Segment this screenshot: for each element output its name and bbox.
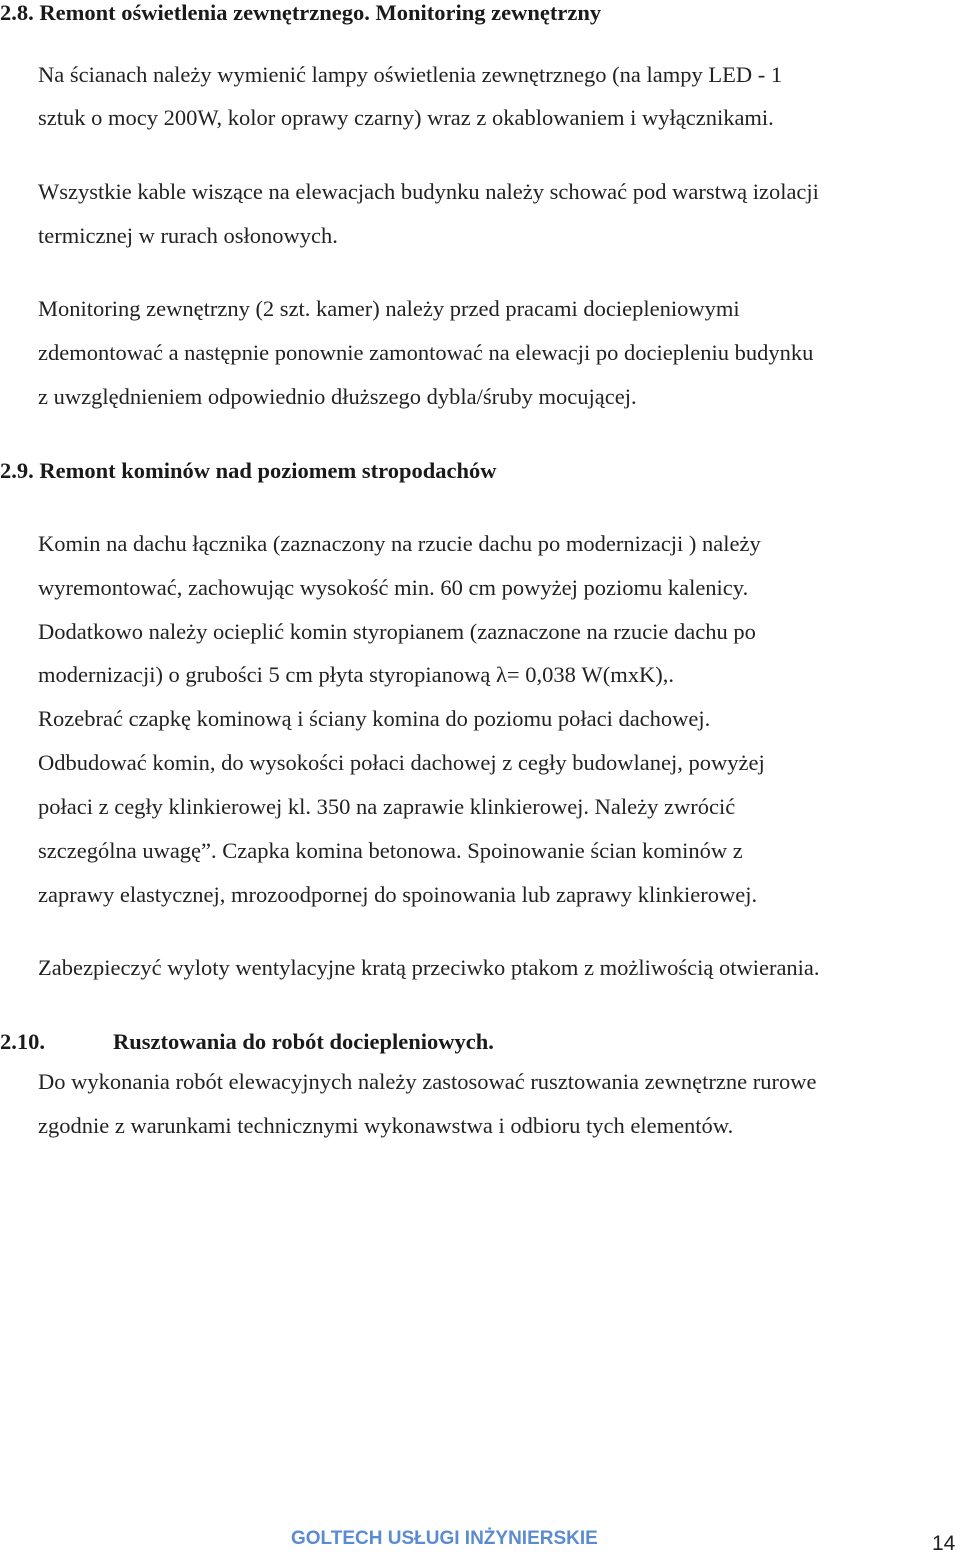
paragraph-line: termicznej w rurach osłonowych. — [38, 223, 338, 248]
paragraph-line: sztuk o mocy 200W, kolor oprawy czarny) wraz z okablowaniem i wyłącznikami. — [38, 105, 774, 130]
section-title-2-10: Rusztowania do robót dociepleniowych. — [113, 1029, 494, 1054]
paragraph-line: Do wykonania robót elewacyjnych należy zastosować rusztowania zewnętrzne rurowe — [38, 1069, 817, 1094]
paragraph-line: Zabezpieczyć wyloty wentylacyjne kratą przeciwko ptakom z możliwością otwierania. — [38, 955, 820, 980]
paragraph-line: zgodnie z warunkami technicznymi wykonawstwa i odbioru tych elementów. — [38, 1113, 734, 1138]
paragraph-line: modernizacji) o grubości 5 cm płyta styropianową λ= 0,038 W(mxK),. — [38, 662, 674, 687]
paragraph-line: z uwzględnieniem odpowiednio dłuższego dybla/śruby mocującej. — [38, 384, 637, 409]
paragraph-line: Komin na dachu łącznika (zaznaczony na rzucie dachu po modernizacji ) należy — [38, 531, 761, 556]
paragraph-line: Na ścianach należy wymienić lampy oświetlenia zewnętrznego (na lampy LED - 1 — [38, 62, 783, 87]
paragraph-line: Wszystkie kable wiszące na elewacjach budynku należy schować pod warstwą izolacji — [38, 179, 819, 204]
paragraph-line: zaprawy elastycznej, mrozoodpornej do spoinowania lub zaprawy klinkierowej. — [38, 882, 758, 907]
section-heading-2-8: 2.8. Remont oświetlenia zewnętrznego. Monitoring zewnętrzny — [0, 0, 602, 25]
paragraph-line: Rozebrać czapkę kominową i ściany komina do poziomu połaci dachowej. — [38, 706, 711, 731]
paragraph-line: Odbudować komin, do wysokości połaci dachowej z cegły budowlanej, powyżej — [38, 750, 765, 775]
paragraph-line: zdemontować a następnie ponownie zamontować na elewacji po dociepleniu budynku — [38, 340, 814, 365]
paragraph-line: wyremontować, zachowując wysokość min. 60 cm powyżej poziomu kalenicy. — [38, 575, 749, 600]
paragraph-line: szczególna uwagę”. Czapka komina betonowa. Spoinowanie ścian kominów z — [38, 838, 743, 863]
paragraph-line: połaci z cegły klinkierowej kl. 350 na zaprawie klinkierowej. Należy zwrócić — [38, 794, 736, 819]
footer-organization: GOLTECH USŁUGI INŻYNIERSKIE — [291, 1528, 598, 1549]
section-number-2-10: 2.10. — [0, 1029, 45, 1054]
section-heading-2-9: 2.9. Remont kominów nad poziomem stropodachów — [0, 458, 497, 483]
page-number: 14 — [932, 1532, 956, 1555]
paragraph-line: Monitoring zewnętrzny (2 szt. kamer) należy przed pracami dociepleniowymi — [38, 296, 740, 321]
paragraph-line: Dodatkowo należy ocieplić komin styropianem (zaznaczone na rzucie dachu po — [38, 619, 756, 644]
